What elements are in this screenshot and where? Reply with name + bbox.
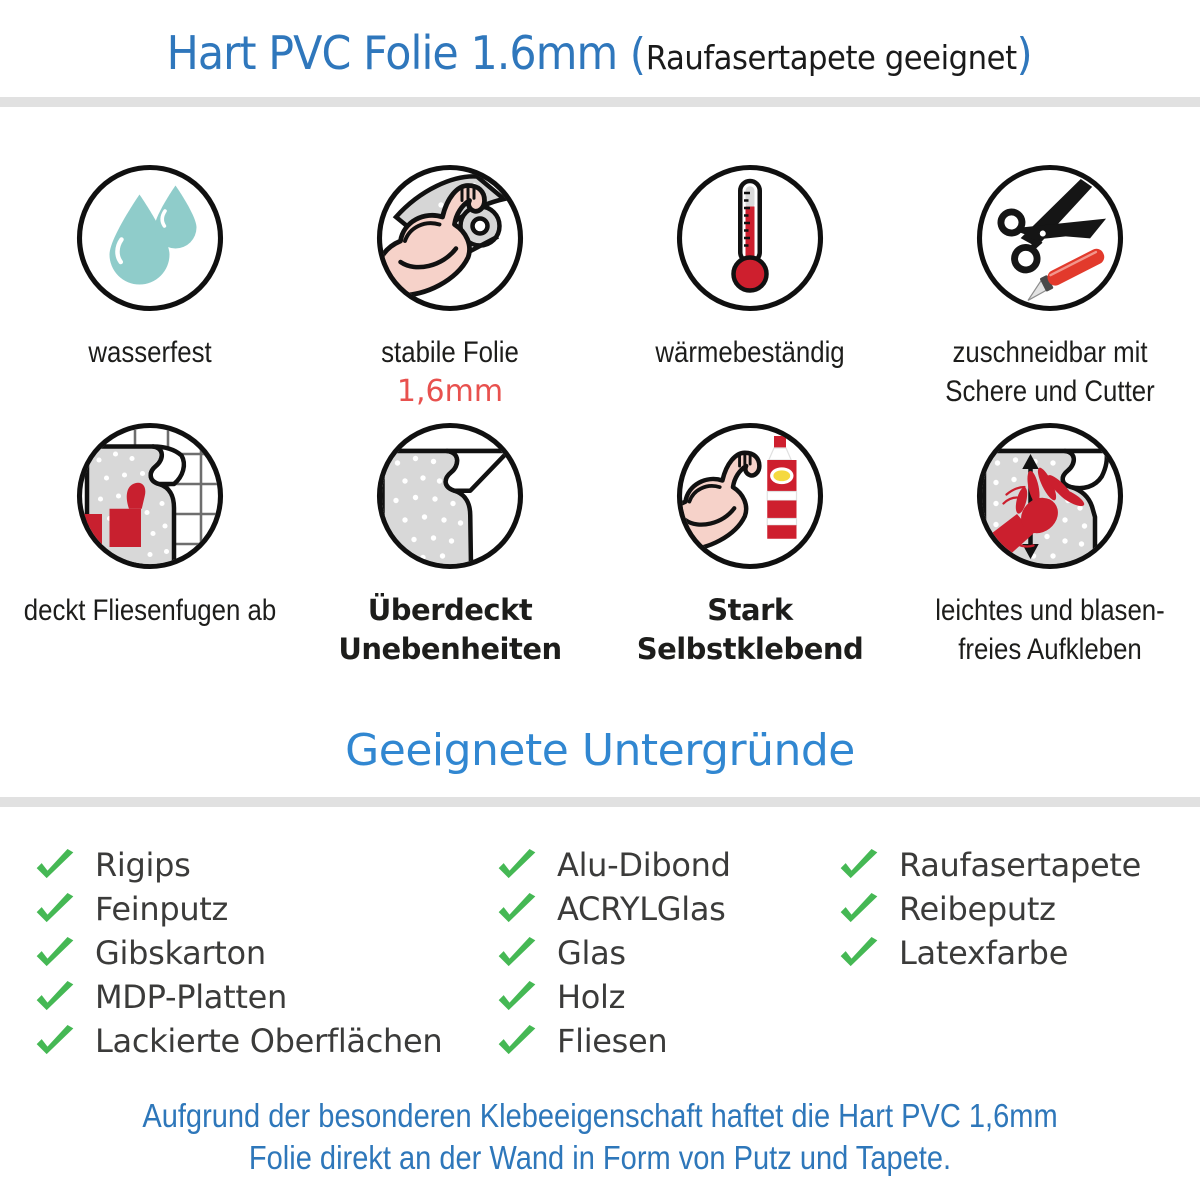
substrate-item	[839, 843, 1141, 887]
check-icon	[839, 891, 879, 925]
tile-joints-icon	[75, 421, 225, 571]
thickness-highlight: 1,6mm	[396, 374, 504, 409]
features-grid	[0, 107, 1200, 679]
water-drops-icon	[75, 163, 225, 313]
check-icon	[839, 935, 879, 969]
paren-open: (	[630, 29, 647, 80]
check-icon	[497, 847, 537, 881]
paren-close: )	[1017, 29, 1034, 80]
feature-caption: wärmebeständig	[655, 336, 845, 369]
substrate-item	[35, 975, 497, 1019]
substrate-column	[497, 843, 839, 1063]
feature-item	[300, 163, 600, 421]
feature-caption: Stark Selbstklebend	[636, 593, 864, 666]
substrate-label: Raufasertapete	[899, 846, 1142, 884]
footer-line: Folie direkt an der Wand in Form von Putz und Tapete.	[248, 1139, 952, 1176]
check-icon	[497, 935, 537, 969]
substrate-item	[497, 843, 839, 887]
check-icon	[497, 1023, 537, 1057]
muscle-glue-icon	[675, 421, 825, 571]
substrate-item	[497, 975, 839, 1019]
check-icon	[35, 979, 75, 1013]
title-main: Hart PVC Folie 1.6mm	[166, 26, 631, 80]
substrate-label: Alu-Dibond	[557, 846, 731, 884]
substrate-label: Rigips	[95, 846, 191, 884]
feature-item	[600, 421, 900, 679]
divider	[0, 97, 1200, 107]
section-heading: Geeignete Untergründe	[345, 725, 855, 776]
substrate-label: Holz	[557, 978, 626, 1016]
check-icon	[839, 847, 879, 881]
substrate-column	[35, 843, 497, 1063]
substrate-item	[35, 1019, 497, 1063]
thermometer-icon	[675, 163, 825, 313]
substrate-label: Lackierte Oberflächen	[95, 1022, 443, 1060]
feature-item	[0, 421, 300, 679]
check-icon	[35, 847, 75, 881]
check-icon	[35, 935, 75, 969]
divider	[0, 797, 1200, 807]
feature-item	[600, 163, 900, 421]
substrate-label: MDP-Platten	[95, 978, 287, 1016]
substrate-item	[35, 931, 497, 975]
substrate-label: Fliesen	[557, 1022, 668, 1060]
feature-caption: stabile Folie 1,6mm	[300, 333, 600, 411]
feature-item	[0, 163, 300, 421]
substrate-label: Reibeputz	[899, 890, 1056, 928]
feature-caption: leichtes und blasen- freies Aufkleben	[935, 594, 1165, 666]
substrate-label: Gibskarton	[95, 934, 266, 972]
substrate-label: Glas	[557, 934, 626, 972]
feature-caption: wasserfest	[88, 336, 212, 369]
feature-item	[900, 163, 1200, 421]
feature-item	[300, 421, 600, 679]
title-sub: Raufasertapete geeignet	[646, 38, 1018, 77]
hand-smoothing-icon	[975, 421, 1125, 571]
scissors-cutter-icon	[975, 163, 1125, 313]
feature-item	[900, 421, 1200, 679]
check-icon	[497, 979, 537, 1013]
substrate-item	[497, 1019, 839, 1063]
check-icon	[497, 891, 537, 925]
substrate-item	[35, 887, 497, 931]
substrate-label: Feinputz	[95, 890, 229, 928]
substrate-item	[839, 931, 1141, 975]
substrate-column	[839, 843, 1141, 1063]
feature-caption: zuschneidbar mit Schere und Cutter	[945, 336, 1155, 408]
feature-caption: Überdeckt Unebenheiten	[338, 593, 562, 666]
check-icon	[35, 1023, 75, 1057]
substrate-item	[35, 843, 497, 887]
foil-fold-icon	[375, 421, 525, 571]
muscle-foil-icon	[375, 163, 525, 313]
footer-note	[0, 1095, 1200, 1179]
check-icon	[35, 891, 75, 925]
page-title	[0, 0, 1200, 80]
substrate-item	[497, 887, 839, 931]
substrate-item	[839, 887, 1141, 931]
feature-caption: deckt Fliesenfugen ab	[23, 594, 277, 627]
substrate-label: ACRYLGlas	[557, 890, 726, 928]
substrate-label: Latexfarbe	[899, 934, 1069, 972]
substrates-list	[0, 807, 1200, 1063]
substrate-item	[497, 931, 839, 975]
footer-line: Aufgrund der besonderen Klebeeigenschaft haftet die Hart PVC 1,6mm	[142, 1097, 1058, 1134]
